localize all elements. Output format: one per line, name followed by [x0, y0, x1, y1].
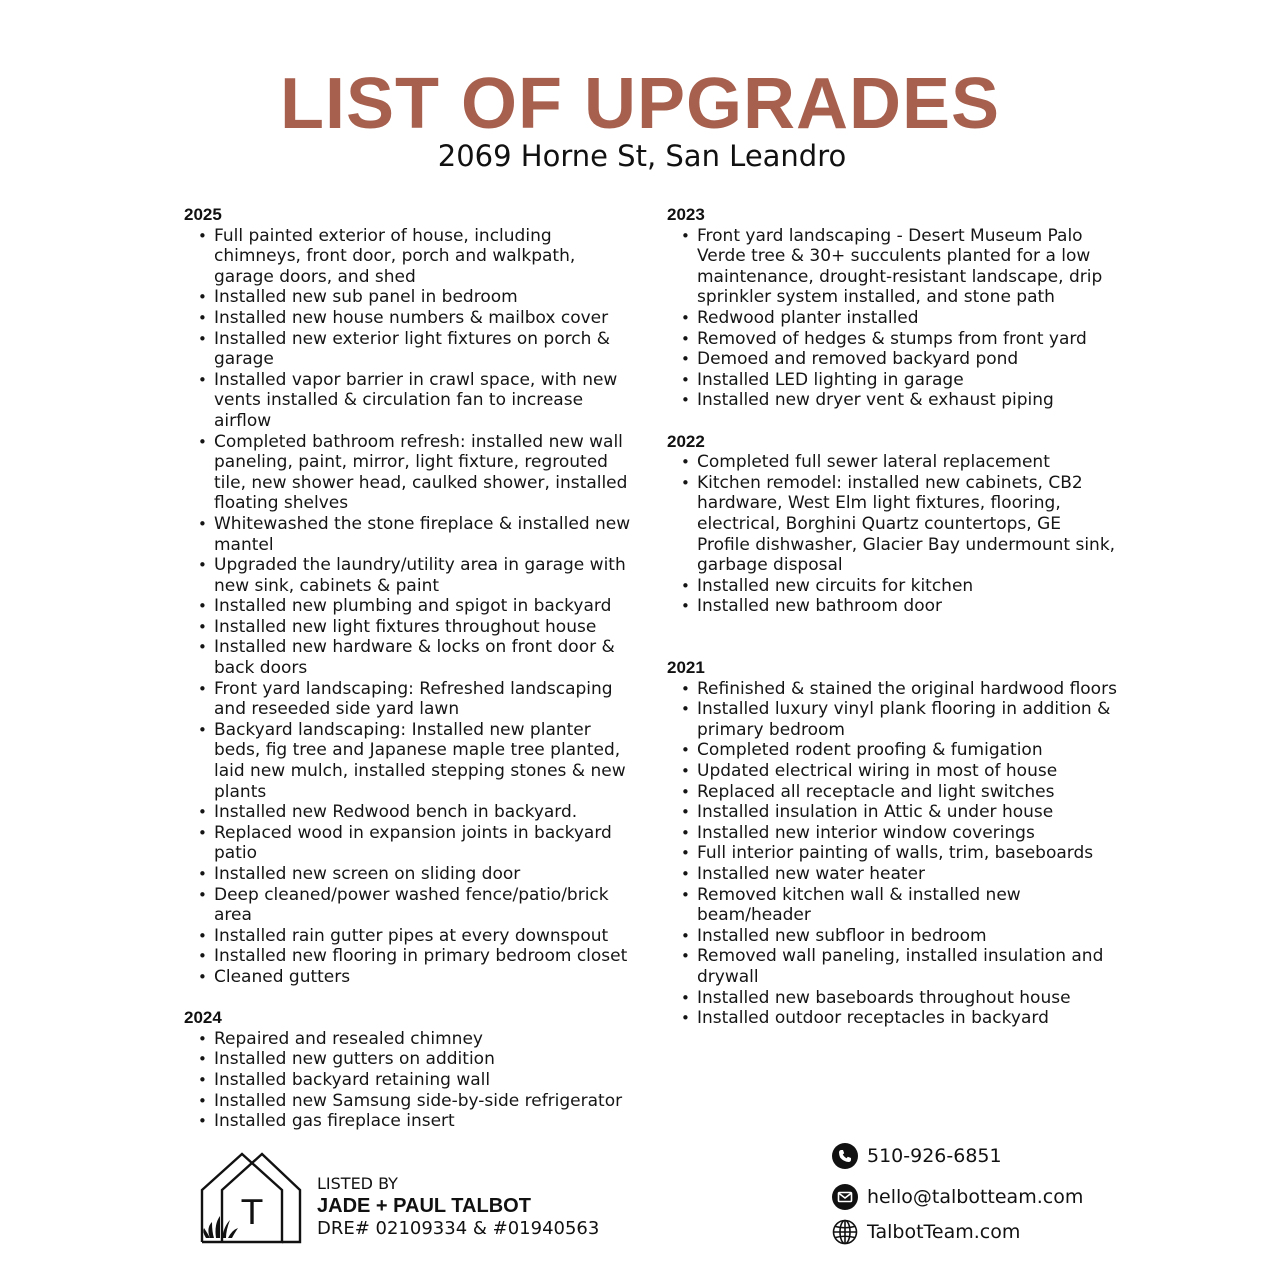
upgrade-item: • Redwood planter installed — [667, 308, 1117, 329]
upgrade-item: • Installed new water heater — [667, 864, 1117, 885]
upgrade-list-2022 — [667, 452, 1117, 617]
upgrade-item: • Front yard landscaping: Refreshed landscaping and reseeded side yard lawn — [184, 679, 634, 720]
upgrade-item: • Installed new light fixtures throughout house — [184, 617, 634, 638]
upgrade-item: • Removed wall paneling, installed insulation and drywall — [667, 946, 1117, 987]
upgrade-item: • Installed insulation in Attic & under house — [667, 802, 1117, 823]
upgrade-item: • Kitchen remodel: installed new cabinets, CB2 hardware, West Elm light fixtures, flooring, electrical, Borghini Quartz countertops, GE Profile dishwasher, Glacier Bay undermount sink, garbage disposal — [667, 473, 1117, 576]
upgrade-item: • Upgraded the laundry/utility area in garage with new sink, cabinets & paint — [184, 555, 634, 596]
upgrade-item: • Completed full sewer lateral replacement — [667, 452, 1117, 473]
upgrade-item: • Installed new circuits for kitchen — [667, 576, 1117, 597]
upgrade-item: • Installed new hardware & locks on front door & back doors — [184, 637, 634, 678]
year-heading-2023: 2023 — [667, 205, 705, 224]
upgrade-item: • Installed new interior window coverings — [667, 823, 1117, 844]
upgrade-item: • Completed rodent proofing & fumigation — [667, 740, 1117, 761]
upgrade-item: • Installed vapor barrier in crawl space, with new vents installed & circulation fan to increase airflow — [184, 370, 634, 432]
section-2023 — [667, 205, 1117, 411]
upgrade-item: • Whitewashed the stone fireplace & installed new mantel — [184, 514, 634, 555]
upgrade-item: • Demoed and removed backyard pond — [667, 349, 1117, 370]
upgrade-item: • Installed new house numbers & mailbox cover — [184, 308, 634, 329]
year-heading-2021: 2021 — [667, 658, 705, 678]
house-plant-logo-icon — [198, 1148, 304, 1246]
upgrade-item: • Cleaned gutters — [184, 967, 634, 988]
upgrade-item: • Installed rain gutter pipes at every downspout — [184, 926, 634, 947]
upgrade-item: • Full painted exterior of house, including chimneys, front door, porch and walkpath, garage doors, and shed — [184, 226, 634, 288]
upgrade-item: • Deep cleaned/power washed fence/patio/brick area — [184, 885, 634, 926]
email-contact[interactable] — [832, 1184, 1083, 1210]
upgrade-item: • Completed bathroom refresh: installed new wall paneling, paint, mirror, light fixture, regrouted tile, new shower head, caulked shower, installed floating shelves — [184, 432, 634, 514]
upgrade-item: • Full interior painting of walls, trim, baseboards — [667, 843, 1117, 864]
upgrade-item: • Installed new gutters on addition — [184, 1049, 634, 1070]
year-heading-2025: 2025 — [184, 205, 222, 224]
upgrade-list-2023 — [667, 226, 1117, 411]
website-url[interactable]: TalbotTeam.com — [867, 1221, 1021, 1243]
upgrade-item: • Installed new exterior light fixtures on porch & garage — [184, 329, 634, 370]
upgrade-item: • Installed new baseboards throughout house — [667, 988, 1117, 1009]
left-column — [184, 205, 634, 1132]
section-2025 — [184, 205, 634, 988]
listed-by-label: LISTED BY — [317, 1174, 398, 1193]
page-title: LIST OF UPGRADES — [279, 64, 1001, 144]
upgrade-item: • Removed kitchen wall & installed new beam/header — [667, 885, 1117, 926]
upgrade-item: • Installed new subfloor in bedroom — [667, 926, 1117, 947]
upgrade-item: • Installed outdoor receptacles in backyard — [667, 1008, 1117, 1029]
right-column — [667, 205, 1117, 1029]
property-address: 2069 Horne St, San Leandro — [437, 139, 847, 173]
email-address[interactable]: hello@talbotteam.com — [867, 1186, 1084, 1208]
logo-letter: T — [241, 1193, 263, 1233]
upgrade-item: • Front yard landscaping - Desert Museum Palo Verde tree & 30+ succulents planted for a low maintenance, drought-resistant landscape, drip sprinkler system installed, and stone path — [667, 226, 1117, 308]
section-2022 — [667, 432, 1117, 617]
upgrade-item: • Installed new sub panel in bedroom — [184, 287, 634, 308]
upgrade-item: • Removed of hedges & stumps from front yard — [667, 329, 1117, 350]
phone-number[interactable]: 510-926-6851 — [867, 1145, 1002, 1167]
upgrade-item: • Installed new plumbing and spigot in backyard — [184, 596, 634, 617]
section-2024 — [184, 1008, 634, 1132]
upgrade-item: • Installed new Redwood bench in backyard. — [184, 802, 634, 823]
year-heading-2024: 2024 — [184, 1008, 222, 1028]
upgrade-item: • Installed gas fireplace insert — [184, 1111, 634, 1132]
agent-names: JADE + PAUL TALBOT — [317, 1195, 531, 1217]
upgrade-item: • Backyard landscaping: Installed new planter beds, fig tree and Japanese maple tree planted, laid new mulch, installed stepping stones & new plants — [184, 720, 634, 802]
upgrade-item: • Installed luxury vinyl plank flooring in addition & primary bedroom — [667, 699, 1117, 740]
globe-icon — [832, 1219, 858, 1245]
upgrade-item: • Installed new bathroom door — [667, 596, 1117, 617]
upgrade-item: • Installed new dryer vent & exhaust piping — [667, 390, 1117, 411]
dre-numbers: DRE# 02109334 & #01940563 — [317, 1218, 600, 1239]
phone-icon — [832, 1143, 858, 1169]
upgrade-item: • Updated electrical wiring in most of house — [667, 761, 1117, 782]
website-contact[interactable] — [832, 1219, 1020, 1245]
upgrade-list-2024 — [184, 1029, 634, 1132]
upgrade-item: • Installed new flooring in primary bedroom closet — [184, 946, 634, 967]
phone-contact[interactable] — [832, 1143, 1002, 1169]
section-2021 — [667, 658, 1117, 1029]
upgrade-item: • Installed new screen on sliding door — [184, 864, 634, 885]
upgrade-item: • Installed new Samsung side-by-side refrigerator — [184, 1091, 634, 1112]
upgrade-list-2025 — [184, 226, 634, 988]
upgrade-item: • Replaced wood in expansion joints in backyard patio — [184, 823, 634, 864]
upgrade-item: • Installed backyard retaining wall — [184, 1070, 634, 1091]
upgrade-item: • Repaired and resealed chimney — [184, 1029, 634, 1050]
upgrade-item: • Installed LED lighting in garage — [667, 370, 1117, 391]
upgrade-list-2021 — [667, 679, 1117, 1029]
email-icon — [832, 1184, 858, 1210]
upgrade-item: • Replaced all receptacle and light switches — [667, 782, 1117, 803]
upgrade-item: • Refinished & stained the original hardwood floors — [667, 679, 1117, 700]
listing-agents — [317, 1174, 599, 1240]
year-heading-2022: 2022 — [667, 431, 705, 451]
